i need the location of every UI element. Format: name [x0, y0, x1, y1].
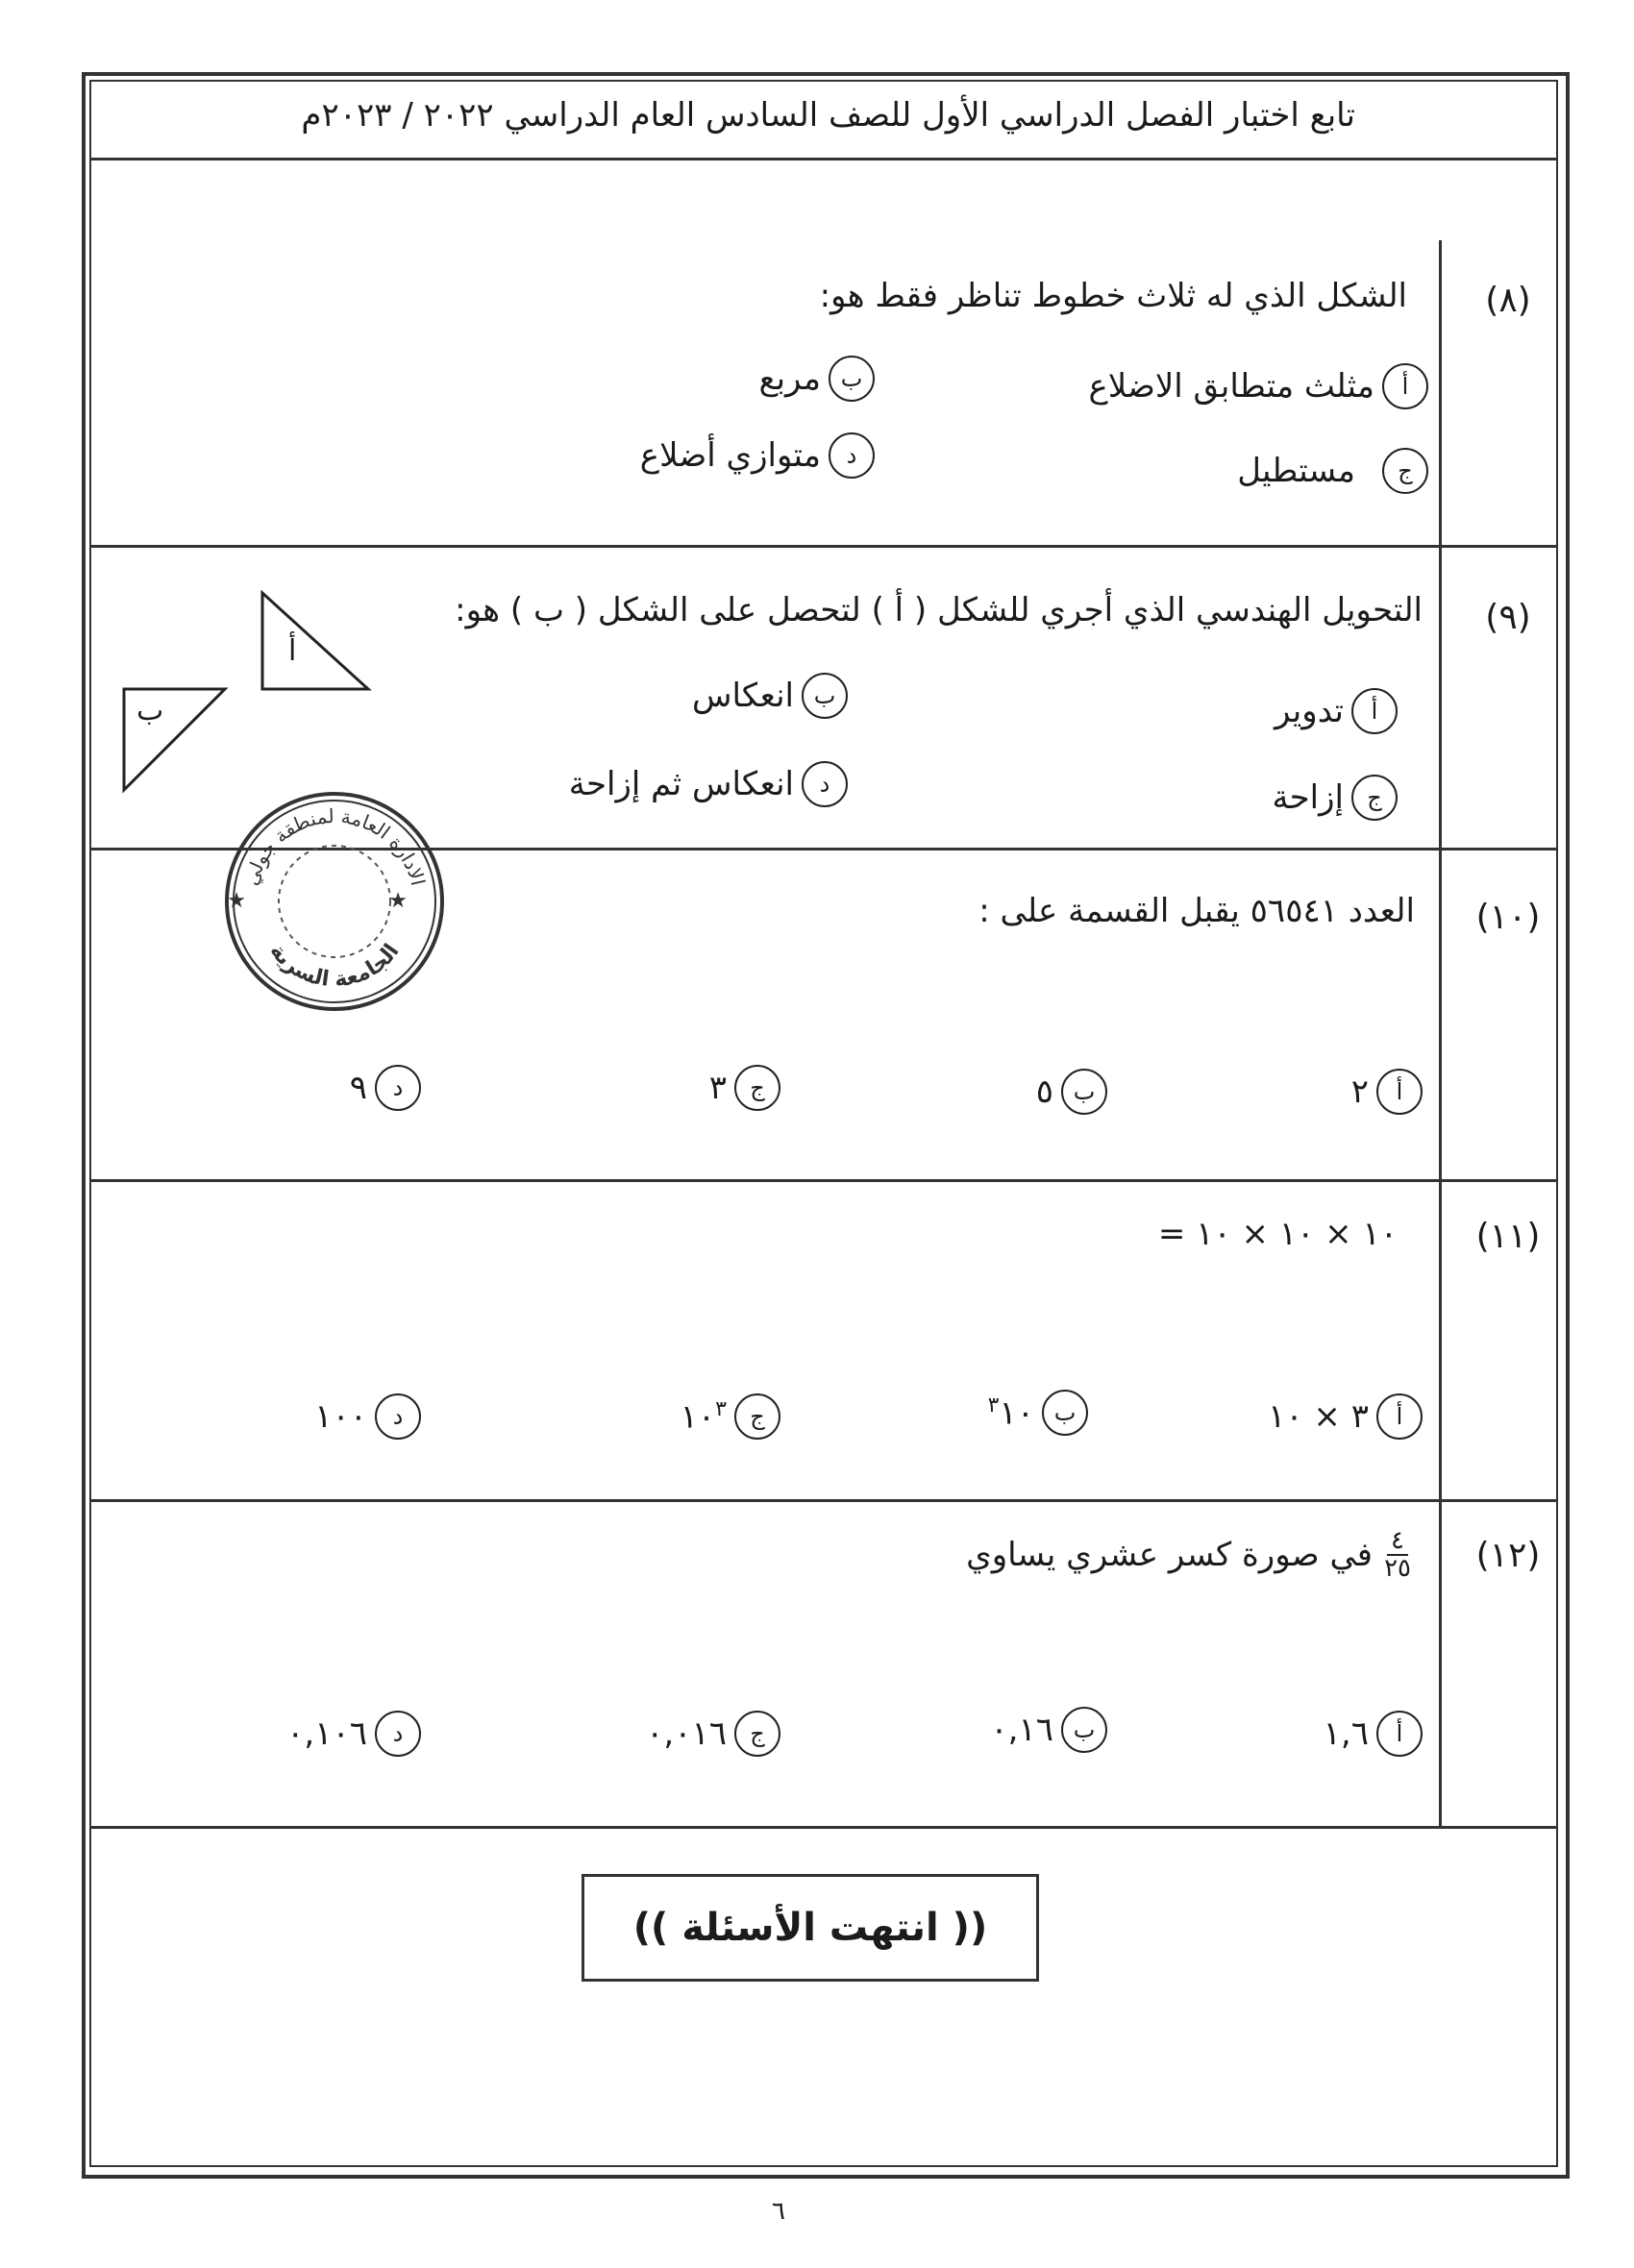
option-text: ٠,١٦ — [990, 1711, 1053, 1749]
question-text: في صورة كسر عشري يساوي — [966, 1536, 1374, 1575]
option-letter-a: أ — [1351, 688, 1398, 734]
row-divider — [89, 1179, 1556, 1182]
option-b[interactable] — [758, 356, 875, 402]
option-letter-d: د — [375, 1065, 421, 1111]
option-c[interactable] — [1237, 448, 1428, 494]
option-a[interactable] — [1275, 688, 1398, 734]
option-d[interactable] — [569, 761, 848, 807]
option-text: ٩ — [349, 1069, 367, 1107]
option-a[interactable] — [1324, 1711, 1423, 1757]
option-text: ٥ — [1035, 1072, 1053, 1111]
option-text — [681, 1397, 727, 1436]
question-number-column-divider — [1439, 240, 1442, 546]
stamp-star-icon: ★ — [227, 889, 246, 913]
question-number: (١٠) — [1475, 898, 1541, 937]
option-text: تدوير — [1275, 692, 1344, 730]
option-letter-a: أ — [1382, 363, 1428, 409]
exponent: ٣ — [715, 1396, 727, 1421]
question-text: التحويل الهندسي الذي أجري للشكل ( أ ) لتحصل على الشكل ( ب ) هو: — [455, 591, 1423, 629]
shape-a-triangle — [258, 588, 375, 694]
option-d[interactable] — [640, 432, 875, 479]
option-letter-c: ج — [734, 1065, 780, 1111]
option-text: ٠,١٠٦ — [286, 1714, 367, 1753]
option-text: مربع — [758, 359, 821, 398]
exponent: ٣ — [987, 1393, 1000, 1418]
question-number: (١٢) — [1475, 1536, 1541, 1575]
end-of-questions-text: (( انتهت الأسئلة )) — [632, 1906, 988, 1950]
option-letter-b: ب — [1061, 1707, 1107, 1753]
option-text: انعكاس — [692, 677, 794, 715]
stamp-bottom-arc-text: الجامعة السرية — [264, 939, 405, 993]
option-text: مستطيل — [1237, 452, 1355, 490]
option-letter-d: د — [802, 761, 848, 807]
option-text: ١٠٠ — [314, 1397, 367, 1436]
option-text: ٢ — [1350, 1072, 1369, 1111]
option-letter-b: ب — [1042, 1390, 1088, 1436]
official-stamp — [219, 786, 450, 1017]
option-letter-c: ج — [1382, 448, 1428, 494]
question-text-row — [966, 1528, 1415, 1583]
row-divider — [89, 1499, 1556, 1502]
option-text — [988, 1393, 1034, 1432]
option-a[interactable] — [1088, 363, 1428, 409]
option-c[interactable] — [681, 1393, 780, 1440]
fraction — [1380, 1528, 1415, 1583]
option-text: إزاحة — [1272, 778, 1344, 817]
option-letter-c: ج — [1351, 775, 1398, 821]
option-letter-a: أ — [1376, 1069, 1423, 1115]
option-letter-c: ج — [734, 1711, 780, 1757]
option-c[interactable] — [1272, 775, 1398, 821]
option-letter-d: د — [829, 432, 875, 479]
question-text: العدد ٥٦٥٤١ يقبل القسمة على : — [978, 892, 1415, 930]
option-text: ٣ × ١٠ — [1268, 1397, 1369, 1436]
question-number: (٨) — [1485, 281, 1531, 320]
exam-header-title: تابع اختبار الفصل الدراسي الأول للصف السادس العام الدراسي ٢٠٢٢ / ٢٠٢٣م — [301, 96, 1355, 135]
fraction-numerator: ٤ — [1387, 1528, 1408, 1556]
svg-text:الجامعة السرية — [264, 940, 404, 993]
end-of-questions-box — [582, 1874, 1039, 1982]
row-divider — [89, 545, 1556, 548]
row-divider — [89, 1826, 1556, 1829]
option-letter-b: ب — [802, 673, 848, 719]
option-letter-b: ب — [1061, 1069, 1107, 1115]
option-text: مثلث متطابق الاضلاع — [1088, 367, 1374, 406]
option-letter-d: د — [375, 1711, 421, 1757]
option-letter-c: ج — [734, 1393, 780, 1440]
option-d[interactable] — [286, 1711, 421, 1757]
question-number: (١١) — [1475, 1217, 1541, 1256]
option-text: ٣ — [708, 1069, 727, 1107]
option-letter-a: أ — [1376, 1711, 1423, 1757]
option-text: ١,٦ — [1323, 1714, 1369, 1753]
option-letter-d: د — [375, 1393, 421, 1440]
option-c[interactable] — [709, 1065, 780, 1111]
stamp-star-icon: ★ — [388, 889, 408, 913]
option-b[interactable] — [988, 1390, 1088, 1436]
option-d[interactable] — [314, 1393, 421, 1440]
question-number: (٩) — [1485, 598, 1531, 637]
option-letter-b: ب — [829, 356, 875, 402]
stamp-top-arc-text: الادارة العامة لمنطقة جولي — [238, 803, 431, 888]
fraction-denominator: ٢٥ — [1384, 1554, 1411, 1584]
option-text: انعكاس ثم إزاحة — [568, 765, 794, 803]
header-divider — [89, 158, 1556, 160]
option-a[interactable] — [1268, 1393, 1423, 1440]
shape-b-label: ب — [136, 694, 164, 727]
shape-a-label: أ — [288, 634, 297, 668]
question-text: الشكل الذي له ثلاث خطوط تناظر فقط هو: — [819, 277, 1407, 315]
option-b[interactable] — [692, 673, 848, 719]
option-c[interactable] — [646, 1711, 780, 1757]
base: ١٠ — [680, 1397, 716, 1437]
page-number: ٦ — [772, 2197, 785, 2226]
option-d[interactable] — [350, 1065, 421, 1111]
option-letter-a: أ — [1376, 1393, 1423, 1440]
option-b[interactable] — [1036, 1069, 1107, 1115]
option-a[interactable] — [1351, 1069, 1423, 1115]
option-b[interactable] — [990, 1707, 1107, 1753]
option-text: متوازي أضلاع — [639, 436, 821, 475]
question-number-column-divider — [1439, 545, 1442, 1826]
base: ١٠ — [999, 1393, 1034, 1433]
option-text: ٠,٠١٦ — [646, 1714, 727, 1753]
question-text: ١٠ × ١٠ × ١٠ = — [1157, 1215, 1398, 1253]
